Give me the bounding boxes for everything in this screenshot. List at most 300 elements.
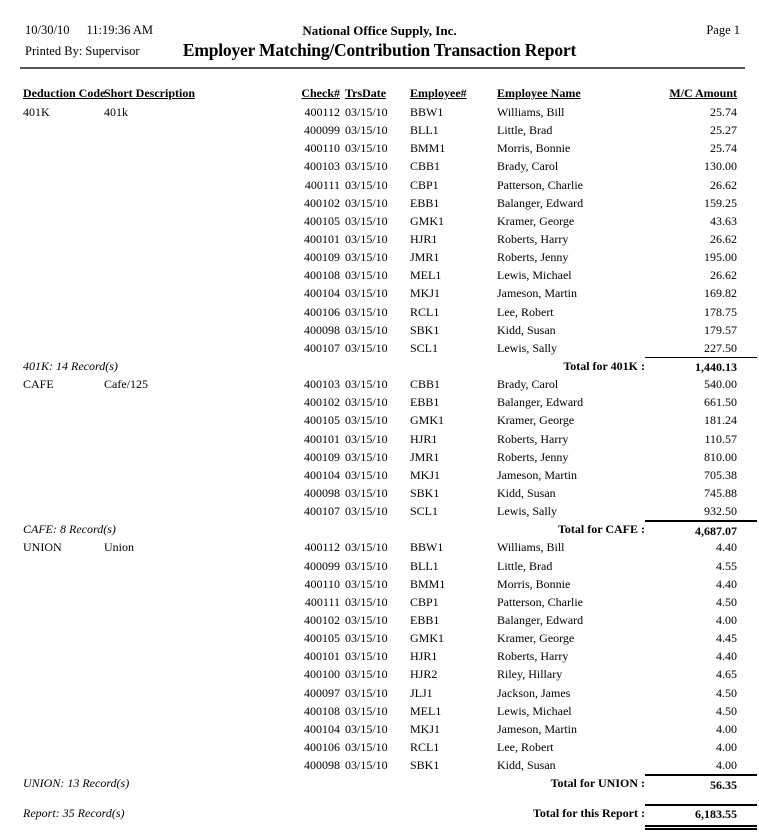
- cell-mc-amount: 4.50: [716, 594, 737, 609]
- cell-short-description: [104, 411, 290, 429]
- cell-check-number: 400105: [304, 631, 340, 646]
- table-row: [23, 375, 737, 393]
- cell-mc-amount: 4.50: [716, 703, 737, 718]
- cell-employee-number: JMR1: [410, 250, 440, 265]
- cell-employee-name: Kramer, George: [497, 413, 575, 428]
- column-header-short-description: Short Description: [104, 86, 195, 100]
- cell-mc-amount: 169.82: [704, 286, 737, 301]
- section-record-count: UNION: 13 Record(s): [23, 776, 130, 791]
- table-row: [23, 121, 737, 139]
- cell-employee-number: BBW1: [410, 105, 444, 119]
- section-total-row: [23, 774, 737, 792]
- cell-check-number: 400103: [304, 159, 340, 174]
- column-header-employee-name: Employee Name: [497, 86, 581, 100]
- table-row: [23, 157, 737, 175]
- cell-employee-name: Lee, Robert: [497, 304, 554, 319]
- cell-short-description: [104, 611, 290, 629]
- cell-deduction-code: [23, 284, 104, 302]
- table-row: [23, 248, 737, 266]
- cell-employee-name: Roberts, Harry: [497, 649, 569, 664]
- cell-deduction-code: [23, 212, 104, 230]
- page-number: Page 1: [706, 23, 740, 37]
- cell-check-number: 400106: [304, 304, 340, 319]
- cell-employee-name: Jackson, James: [497, 685, 571, 700]
- table-row: [23, 575, 737, 593]
- cell-check-number: 400111: [304, 177, 340, 192]
- cell-trs-date: 03/15/10: [345, 231, 388, 246]
- cell-employee-name: Williams, Bill: [497, 540, 565, 555]
- cell-employee-number: SCL1: [410, 504, 439, 519]
- column-header-trs-date: TrsDate: [345, 86, 387, 100]
- cell-employee-number: HJR1: [410, 649, 438, 664]
- cell-short-description: 401k: [104, 105, 128, 119]
- section-record-count: CAFE: 8 Record(s): [23, 522, 116, 537]
- cell-employee-name: Kramer, George: [497, 213, 575, 228]
- table-row: [23, 339, 737, 357]
- cell-mc-amount: 4.00: [716, 758, 737, 773]
- cell-employee-number: EBB1: [410, 395, 440, 410]
- cell-employee-name: Little, Brad: [497, 558, 553, 573]
- cell-trs-date: 03/15/10: [345, 758, 388, 773]
- cell-employee-name: Brady, Carol: [497, 377, 559, 392]
- cell-deduction-code: [23, 756, 104, 774]
- cell-employee-number: BMM1: [410, 141, 446, 156]
- cell-deduction-code: [23, 593, 104, 611]
- cell-mc-amount: 4.40: [716, 649, 737, 664]
- cell-deduction-code: [23, 139, 104, 157]
- cell-trs-date: 03/15/10: [345, 558, 388, 573]
- table-row: [23, 448, 737, 466]
- cell-deduction-code: [23, 448, 104, 466]
- cell-trs-date: 03/15/10: [345, 667, 388, 682]
- cell-check-number: 400108: [304, 703, 340, 718]
- cell-check-number: 400099: [304, 558, 340, 573]
- table-row: [23, 176, 737, 194]
- cell-deduction-code: [23, 194, 104, 212]
- report-total-label: Total for this Report :: [533, 806, 645, 821]
- cell-mc-amount: 26.62: [710, 177, 737, 192]
- cell-check-number: 400110: [304, 141, 340, 156]
- cell-check-number: 400112: [304, 540, 340, 555]
- cell-check-number: 400105: [304, 413, 340, 428]
- cell-employee-number: BLL1: [410, 558, 439, 573]
- cell-trs-date: 03/15/10: [345, 395, 388, 410]
- cell-short-description: [104, 230, 290, 248]
- table-row: [23, 303, 737, 321]
- cell-employee-name: Roberts, Jenny: [497, 250, 569, 265]
- cell-mc-amount: 43.63: [710, 213, 737, 228]
- cell-short-description: [104, 393, 290, 411]
- table-row: [23, 266, 737, 284]
- cell-trs-date: 03/15/10: [345, 485, 388, 500]
- cell-trs-date: 03/15/10: [345, 377, 388, 392]
- cell-employee-name: Patterson, Charlie: [497, 594, 583, 609]
- table-row: [23, 484, 737, 502]
- table-row: [23, 194, 737, 212]
- table-row: [23, 212, 737, 230]
- cell-short-description: [104, 157, 290, 175]
- cell-employee-name: Kramer, George: [497, 631, 575, 646]
- cell-short-description: [104, 303, 290, 321]
- cell-employee-number: EBB1: [410, 195, 440, 210]
- cell-check-number: 400110: [304, 576, 340, 591]
- cell-trs-date: 03/15/10: [345, 739, 388, 754]
- cell-mc-amount: 25.74: [710, 141, 737, 156]
- cell-check-number: 400102: [304, 195, 340, 210]
- table-row: [23, 647, 737, 665]
- cell-trs-date: 03/15/10: [345, 177, 388, 192]
- cell-deduction-code: [23, 248, 104, 266]
- cell-short-description: [104, 557, 290, 575]
- cell-short-description: [104, 430, 290, 448]
- cell-trs-date: 03/15/10: [345, 105, 388, 119]
- cell-short-description: [104, 593, 290, 611]
- cell-employee-number: HJR2: [410, 667, 438, 682]
- cell-check-number: 400104: [304, 467, 340, 482]
- cell-trs-date: 03/15/10: [345, 195, 388, 210]
- cell-employee-number: BLL1: [410, 123, 439, 138]
- cell-employee-name: Lewis, Sally: [497, 340, 557, 355]
- cell-short-description: [104, 212, 290, 230]
- cell-short-description: [104, 647, 290, 665]
- section-total-label: Total for CAFE :: [558, 522, 645, 537]
- cell-employee-name: Balanger, Edward: [497, 395, 584, 410]
- cell-short-description: [104, 176, 290, 194]
- cell-check-number: 400102: [304, 395, 340, 410]
- cell-mc-amount: 227.50: [704, 340, 737, 355]
- cell-deduction-code: [23, 411, 104, 429]
- cell-mc-amount: 4.45: [716, 631, 737, 646]
- cell-mc-amount: 4.00: [716, 739, 737, 754]
- cell-employee-number: CBB1: [410, 377, 441, 392]
- table-row: [23, 629, 737, 647]
- cell-short-description: [104, 720, 290, 738]
- cell-trs-date: 03/15/10: [345, 685, 388, 700]
- report-record-count: Report: 35 Record(s): [23, 806, 125, 821]
- cell-short-description: [104, 702, 290, 720]
- table-row: [23, 284, 737, 302]
- cell-check-number: 400102: [304, 612, 340, 627]
- cell-employee-name: Jameson, Martin: [497, 467, 577, 482]
- cell-check-number: 400098: [304, 322, 340, 337]
- cell-trs-date: 03/15/10: [345, 304, 388, 319]
- cell-short-description: [104, 629, 290, 647]
- cell-employee-number: MKJ1: [410, 721, 441, 736]
- table-row: [23, 593, 737, 611]
- cell-employee-name: Lewis, Michael: [497, 703, 572, 718]
- cell-check-number: 400107: [304, 340, 340, 355]
- cell-employee-number: JLJ1: [410, 685, 433, 700]
- cell-employee-number: SCL1: [410, 340, 439, 355]
- cell-employee-name: Riley, Hillary: [497, 667, 563, 682]
- cell-short-description: [104, 121, 290, 139]
- cell-employee-number: GMK1: [410, 631, 445, 646]
- table-row: [23, 538, 737, 556]
- cell-short-description: Cafe/125: [104, 377, 148, 392]
- print-date: 10/30/10: [25, 23, 70, 37]
- cell-trs-date: 03/15/10: [345, 721, 388, 736]
- cell-check-number: 400112: [304, 105, 340, 119]
- section-total-amount: 56.35: [645, 774, 757, 794]
- cell-mc-amount: 4.50: [716, 685, 737, 700]
- table-row: [23, 230, 737, 248]
- cell-employee-name: Kidd, Susan: [497, 322, 556, 337]
- table-body: [23, 103, 737, 792]
- cell-check-number: 400109: [304, 250, 340, 265]
- cell-short-description: [104, 684, 290, 702]
- cell-deduction-code: [23, 466, 104, 484]
- report-total-row: [23, 804, 737, 828]
- cell-trs-date: 03/15/10: [345, 268, 388, 283]
- cell-trs-date: 03/15/10: [345, 286, 388, 301]
- cell-deduction-code: UNION: [23, 540, 62, 555]
- cell-trs-date: 03/15/10: [345, 141, 388, 156]
- table-row: [23, 321, 737, 339]
- cell-deduction-code: [23, 611, 104, 629]
- cell-trs-date: 03/15/10: [345, 322, 388, 337]
- cell-mc-amount: 4.40: [716, 540, 737, 555]
- cell-trs-date: 03/15/10: [345, 594, 388, 609]
- print-time: 11:19:36 AM: [86, 23, 154, 37]
- section-total-amount: 4,687.07: [645, 520, 757, 540]
- cell-employee-number: EBB1: [410, 612, 440, 627]
- cell-mc-amount: 745.88: [704, 485, 737, 500]
- cell-deduction-code: [23, 738, 104, 756]
- cell-mc-amount: 4.00: [716, 721, 737, 736]
- cell-short-description: [104, 466, 290, 484]
- table-row: [23, 502, 737, 520]
- cell-employee-name: Lee, Robert: [497, 739, 554, 754]
- cell-short-description: [104, 194, 290, 212]
- cell-employee-number: CBP1: [410, 594, 439, 609]
- cell-check-number: 400105: [304, 213, 340, 228]
- cell-mc-amount: 130.00: [704, 159, 737, 174]
- cell-check-number: 400106: [304, 739, 340, 754]
- cell-mc-amount: 25.74: [710, 105, 737, 119]
- column-header-check-number: Check#: [301, 86, 340, 100]
- cell-employee-number: JMR1: [410, 449, 440, 464]
- header-divider: [20, 67, 745, 69]
- cell-trs-date: 03/15/10: [345, 431, 388, 446]
- cell-short-description: [104, 738, 290, 756]
- cell-mc-amount: 25.27: [710, 123, 737, 138]
- cell-trs-date: 03/15/10: [345, 413, 388, 428]
- table-row: [23, 611, 737, 629]
- table-row: [23, 720, 737, 738]
- cell-deduction-code: [23, 647, 104, 665]
- cell-employee-name: Kidd, Susan: [497, 485, 556, 500]
- cell-employee-name: Morris, Bonnie: [497, 141, 571, 156]
- cell-trs-date: 03/15/10: [345, 612, 388, 627]
- cell-mc-amount: 705.38: [704, 467, 737, 482]
- cell-check-number: 400097: [304, 685, 340, 700]
- cell-trs-date: 03/15/10: [345, 159, 388, 174]
- cell-employee-name: Balanger, Edward: [497, 195, 584, 210]
- cell-short-description: [104, 756, 290, 774]
- table-row: [23, 430, 737, 448]
- section-record-count: 401K: 14 Record(s): [23, 358, 118, 373]
- cell-employee-name: Brady, Carol: [497, 159, 559, 174]
- cell-deduction-code: [23, 575, 104, 593]
- section-total-label: Total for UNION :: [550, 776, 645, 791]
- cell-mc-amount: 4.65: [716, 667, 737, 682]
- cell-trs-date: 03/15/10: [345, 631, 388, 646]
- cell-trs-date: 03/15/10: [345, 449, 388, 464]
- cell-trs-date: 03/15/10: [345, 340, 388, 355]
- section-total-label: Total for 401K :: [563, 358, 645, 373]
- cell-deduction-code: [23, 484, 104, 502]
- cell-trs-date: 03/15/10: [345, 467, 388, 482]
- cell-short-description: [104, 484, 290, 502]
- cell-employee-name: Jameson, Martin: [497, 286, 577, 301]
- cell-employee-name: Lewis, Sally: [497, 504, 557, 519]
- report-title: Employer Matching/Contribution Transaction Report: [182, 40, 577, 60]
- table-row: [23, 684, 737, 702]
- cell-employee-name: Little, Brad: [497, 123, 553, 138]
- table-row: [23, 665, 737, 683]
- cell-employee-name: Williams, Bill: [497, 105, 565, 119]
- cell-check-number: 400111: [304, 594, 340, 609]
- cell-check-number: 400103: [304, 377, 340, 392]
- cell-deduction-code: [23, 557, 104, 575]
- cell-mc-amount: 181.24: [704, 413, 737, 428]
- cell-employee-number: RCL1: [410, 304, 440, 319]
- cell-employee-number: SBK1: [410, 322, 440, 337]
- report-total-amount: 6,183.55: [645, 804, 757, 830]
- cell-employee-name: Morris, Bonnie: [497, 576, 571, 591]
- cell-short-description: [104, 575, 290, 593]
- cell-employee-number: CBB1: [410, 159, 441, 174]
- table-row: [23, 393, 737, 411]
- cell-employee-name: Lewis, Michael: [497, 268, 572, 283]
- column-header-employee-number: Employee#: [410, 86, 467, 100]
- cell-employee-number: SBK1: [410, 758, 440, 773]
- cell-deduction-code: [23, 393, 104, 411]
- cell-deduction-code: [23, 121, 104, 139]
- cell-mc-amount: 110.57: [704, 431, 737, 446]
- cell-mc-amount: 932.50: [704, 504, 737, 519]
- section-total-amount: 1,440.13: [645, 357, 757, 376]
- cell-check-number: 400101: [304, 649, 340, 664]
- table-row: [23, 466, 737, 484]
- cell-mc-amount: 4.55: [716, 558, 737, 573]
- cell-check-number: 400107: [304, 504, 340, 519]
- cell-deduction-code: [23, 176, 104, 194]
- section-total-row: [23, 520, 737, 538]
- cell-short-description: [104, 665, 290, 683]
- cell-employee-number: MKJ1: [410, 286, 441, 301]
- cell-deduction-code: 401K: [23, 105, 50, 119]
- cell-mc-amount: 4.00: [716, 612, 737, 627]
- cell-mc-amount: 26.62: [710, 231, 737, 246]
- cell-mc-amount: 540.00: [704, 377, 737, 392]
- table-header-row: [23, 86, 737, 103]
- cell-employee-number: SBK1: [410, 485, 440, 500]
- cell-check-number: 400101: [304, 431, 340, 446]
- cell-employee-number: CBP1: [410, 177, 439, 192]
- cell-short-description: [104, 266, 290, 284]
- cell-deduction-code: [23, 266, 104, 284]
- cell-deduction-code: [23, 720, 104, 738]
- cell-check-number: 400098: [304, 758, 340, 773]
- printed-by: Printed By: Supervisor: [25, 44, 140, 58]
- cell-employee-name: Roberts, Harry: [497, 431, 569, 446]
- cell-deduction-code: CAFE: [23, 377, 54, 392]
- cell-mc-amount: 179.57: [704, 322, 737, 337]
- cell-short-description: [104, 248, 290, 266]
- company-name: National Office Supply, Inc.: [302, 23, 457, 38]
- cell-deduction-code: [23, 157, 104, 175]
- cell-trs-date: 03/15/10: [345, 250, 388, 265]
- cell-deduction-code: [23, 430, 104, 448]
- cell-deduction-code: [23, 684, 104, 702]
- cell-short-description: [104, 339, 290, 357]
- table-row: [23, 557, 737, 575]
- column-header-mc-amount: M/C Amount: [669, 86, 737, 100]
- cell-check-number: 400104: [304, 286, 340, 301]
- cell-short-description: [104, 139, 290, 157]
- cell-employee-number: GMK1: [410, 213, 445, 228]
- cell-employee-number: GMK1: [410, 413, 445, 428]
- cell-deduction-code: [23, 502, 104, 520]
- cell-deduction-code: [23, 230, 104, 248]
- cell-short-description: [104, 284, 290, 302]
- cell-mc-amount: 810.00: [704, 449, 737, 464]
- cell-deduction-code: [23, 702, 104, 720]
- table-row: [23, 139, 737, 157]
- cell-employee-number: RCL1: [410, 739, 440, 754]
- cell-employee-number: MEL1: [410, 268, 442, 283]
- table-row: [23, 411, 737, 429]
- cell-mc-amount: 4.40: [716, 576, 737, 591]
- section-total-row: [23, 357, 737, 375]
- cell-employee-name: Kidd, Susan: [497, 758, 556, 773]
- cell-employee-name: Roberts, Harry: [497, 231, 569, 246]
- cell-trs-date: 03/15/10: [345, 213, 388, 228]
- cell-mc-amount: 159.25: [704, 195, 737, 210]
- cell-employee-name: Patterson, Charlie: [497, 177, 583, 192]
- cell-check-number: 400109: [304, 449, 340, 464]
- cell-trs-date: 03/15/10: [345, 703, 388, 718]
- cell-employee-number: BBW1: [410, 540, 444, 555]
- cell-deduction-code: [23, 321, 104, 339]
- cell-deduction-code: [23, 629, 104, 647]
- cell-check-number: 400108: [304, 268, 340, 283]
- cell-short-description: Union: [104, 540, 134, 555]
- table-row: [23, 756, 737, 774]
- cell-employee-name: Jameson, Martin: [497, 721, 577, 736]
- cell-employee-number: MEL1: [410, 703, 442, 718]
- cell-trs-date: 03/15/10: [345, 576, 388, 591]
- cell-check-number: 400101: [304, 231, 340, 246]
- report-table: [23, 86, 737, 828]
- cell-trs-date: 03/15/10: [345, 540, 388, 555]
- cell-check-number: 400098: [304, 485, 340, 500]
- table-row: [23, 738, 737, 756]
- cell-short-description: [104, 502, 290, 520]
- cell-deduction-code: [23, 665, 104, 683]
- cell-trs-date: 03/15/10: [345, 123, 388, 138]
- table-row: [23, 702, 737, 720]
- cell-trs-date: 03/15/10: [345, 504, 388, 519]
- cell-trs-date: 03/15/10: [345, 649, 388, 664]
- cell-deduction-code: [23, 339, 104, 357]
- cell-short-description: [104, 448, 290, 466]
- column-header-deduction-code: Deduction Code: [23, 86, 106, 100]
- cell-mc-amount: 661.50: [704, 395, 737, 410]
- cell-deduction-code: [23, 303, 104, 321]
- cell-employee-name: Balanger, Edward: [497, 612, 584, 627]
